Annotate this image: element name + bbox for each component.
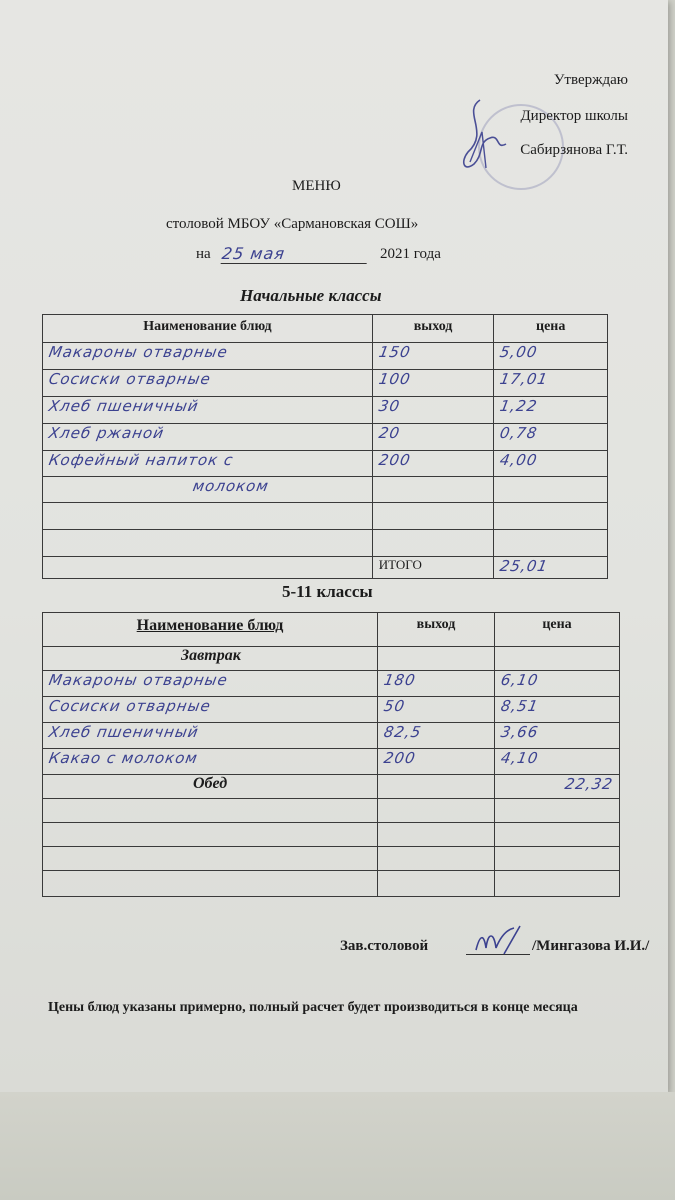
table-row [43, 477, 608, 503]
table-row [43, 424, 608, 451]
dish-name: молоком [191, 477, 271, 495]
table-row [43, 451, 608, 477]
director-title: Директор школы [520, 108, 628, 124]
dish-name: Хлеб ржаной [47, 424, 166, 442]
header-name: Наименование блюд [43, 315, 373, 343]
dish-price: 3,66 [499, 723, 540, 741]
dish-price: 6,10 [499, 671, 540, 689]
dish-name: Сосиски отварные [47, 697, 213, 715]
dish-out: 20 [377, 424, 402, 442]
secondary-menu-table [42, 612, 620, 897]
director-signature [450, 92, 520, 182]
table-row [43, 847, 620, 871]
header-name: Наименование блюд [43, 613, 378, 647]
table-row [43, 749, 620, 775]
table-row [43, 723, 620, 749]
manager-signature [470, 924, 530, 960]
dish-out: 82,5 [382, 723, 423, 741]
header-out: выход [372, 315, 494, 343]
dish-out: 180 [382, 671, 418, 689]
dish-out: 200 [377, 451, 412, 469]
dish-name: Сосиски отварные [47, 370, 213, 388]
table-row [43, 823, 620, 847]
table-row [43, 799, 620, 823]
dish-price: 17,01 [498, 370, 550, 388]
dish-name: Какао с молоком [47, 749, 200, 767]
menu-title: МЕНЮ [292, 178, 341, 194]
primary-menu-table [42, 314, 608, 579]
dish-name: Макароны отварные [47, 671, 230, 689]
header-price: цена [495, 613, 620, 647]
background-wall [0, 1092, 675, 1200]
table-row [43, 503, 608, 530]
dish-price: 8,51 [499, 697, 540, 715]
manager-label: Зав.столовой [340, 938, 429, 954]
manager-name: /Мингазова И.И./ [532, 938, 650, 954]
dish-name: Хлеб пшеничный [47, 397, 201, 415]
date-handwritten: 25 мая [221, 244, 370, 264]
secondary-section-title: 5-11 классы [282, 582, 373, 601]
table-row [43, 370, 608, 397]
canteen-name: столовой МБОУ «Сармановская СОШ» [166, 216, 419, 232]
table-row [43, 671, 620, 697]
dish-name: Макароны отварные [47, 343, 230, 361]
header-out: выход [378, 613, 495, 647]
header-price: цена [494, 315, 608, 343]
dish-price: 4,00 [498, 451, 540, 469]
breakfast-total: 22,32 [563, 775, 615, 793]
dish-out: 100 [377, 370, 412, 388]
dish-price: 5,00 [498, 343, 540, 361]
breakfast-row [43, 647, 620, 671]
table-row [43, 871, 620, 897]
dish-out: 150 [377, 343, 412, 361]
dish-out: 50 [382, 697, 407, 715]
total-label: ИТОГО [372, 557, 494, 579]
lunch-label: Обед [43, 775, 378, 799]
total-row [43, 557, 608, 579]
approve-label: Утверждаю [553, 72, 628, 88]
price-note: Цены блюд указаны примерно, полный расчет будет производиться в конце месяца [48, 1000, 578, 1015]
table-row [43, 397, 608, 424]
primary-section-title: Начальные классы [240, 286, 382, 305]
dish-out: 200 [382, 749, 418, 767]
dish-price: 0,78 [498, 424, 540, 442]
date-suffix: 2021 года [380, 246, 441, 262]
table-row [43, 530, 608, 557]
date-prefix: на [196, 246, 211, 262]
dish-price: 4,10 [499, 749, 540, 767]
dish-price: 1,22 [498, 397, 540, 415]
lunch-row [43, 775, 620, 799]
director-name: Сабирзянова Г.Т. [520, 142, 628, 158]
table-row [43, 697, 620, 723]
total-value: 25,01 [498, 557, 550, 575]
dish-name: Хлеб пшеничный [47, 723, 201, 741]
breakfast-label: Завтрак [43, 647, 378, 671]
dish-out: 30 [377, 397, 402, 415]
dish-name: Кофейный напиток с [47, 451, 235, 469]
table-row [43, 343, 608, 370]
